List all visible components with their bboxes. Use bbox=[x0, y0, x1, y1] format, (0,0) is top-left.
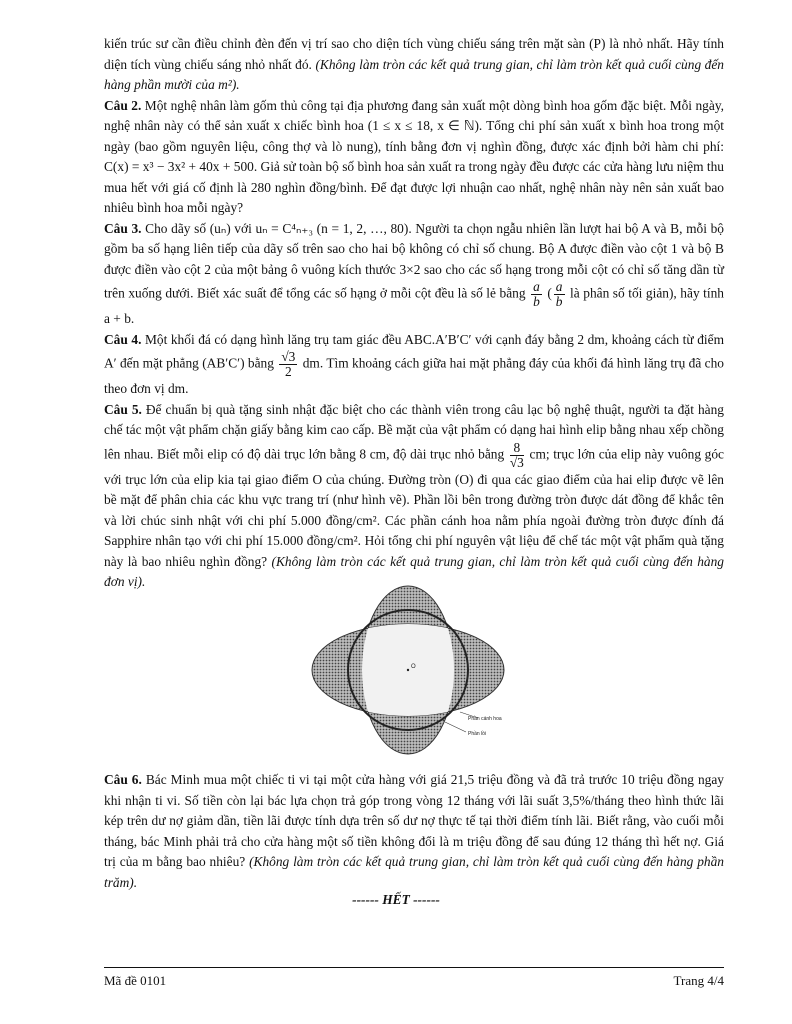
question-6-label: Câu 6. bbox=[104, 772, 142, 787]
center-point bbox=[407, 669, 409, 671]
question-2 bbox=[104, 96, 724, 219]
fraction-8-over-sqrt3: $\frac{8}{√3}$ bbox=[509, 439, 524, 470]
intro-note: (Không làm tròn các kết quả trung gian, chỉ làm tròn kết quả cuối cùng đến hàng phần mười của m²). bbox=[104, 56, 724, 92]
question-3: Câu 3. Cho dãy số (uₙ) với uₙ = C⁴ₙ₊₃ (n = 1, 2, …, 80). Người ta chọn ngẫu nhiên lần lượt hai bộ A và B, mỗi bộ gồm ba số hạng liên tiếp của dãy số trên sao cho hai bộ không có chỉ số chung. Bộ A được điền vào cột 1 và bộ B được điền vào cột 2 của một bảng ô vuông kích thước 3×2 sao cho các số hạng trong mỗi cột có chỉ số tăng dần từ trên xuống dưới. Biết xác suất để tổng các số hạng ở mỗi cột đều là số lẻ bằng $\frac{a}{b}$ ( $\frac{a}{b}$ là phân số tối giản), hãy tính a + b. bbox=[104, 220, 725, 326]
question-5-note: (Không làm tròn các kết quả trung gian, chỉ làm tròn kết quả cuối cùng đến hàng đơn vị). bbox=[104, 553, 724, 589]
end-mark: ------ HẾT ------ bbox=[352, 892, 440, 907]
page-footer bbox=[104, 967, 724, 989]
fraction-a-over-b-2: $\frac{a}{b}$ bbox=[555, 279, 563, 309]
page-body-lower bbox=[104, 770, 724, 893]
exam-code: Mã đề 0101 bbox=[104, 973, 167, 988]
question-6-note: (Không làm tròn các kết quả trung gian, chỉ làm tròn kết quả cuối cùng đến hàng phần trăm). bbox=[104, 854, 724, 890]
label-inner: Phần lồi bbox=[468, 731, 487, 737]
question-2-text: Một nghệ nhân làm gốm thủ công tại địa phương đang sản xuất một dòng bình hoa gốm đặc biệt. Mỗi ngày, nghệ nhân này có thể sản xuất x chiếc bình hoa (1 ≤ x ≤ 18, x ∈ ℕ). Tổng chi phí sản xuất x bình hoa trong một ngày (bao gồm nguyên liệu, công thợ và lò nung), tính bằng đơn vị nghìn đồng, được xác định bởi hàm chi phí: C(x) = x³ − 3x² + 40x + 500. Giả sử toàn bộ số bình hoa sản xuất ra trong ngày đều được các cửa hàng lưu niệm thu mua hết với giá cố định là 280 nghìn đồng/bình. Để đạt được lợi nhuận cao nhất, nghệ nhân này nên sản xuất bao nhiêu bình hoa mỗi ngày? bbox=[104, 97, 724, 215]
question-6 bbox=[104, 770, 724, 893]
question-4-end: dm. Tìm khoảng cách giữa hai mặt phẳng đáy của khối đá hình lăng trụ đã cho theo đơn vị dm. bbox=[104, 355, 724, 396]
paragraph-intro bbox=[104, 34, 724, 96]
question-3-label: Câu 3. bbox=[104, 220, 142, 236]
question-5-mid: cm; trục lớn của elip này vuông góc với trục lớn của elip kia tại giao điểm O của chúng. Đường tròn (O) đi qua các giao điểm của hai elip được vẽ lên bề mặt để phân chia các khu vực trang trí (như hình vẽ). Phần lồi bên trong đường tròn được dát đồng để khắc tên và lời chúc sinh nhật với chi phí 5.000 đồng/cm². Các phần cánh hoa nằm phía ngoài đường tròn được đính đá Sapphire nhân tạo với chi phí 15.000 đồng/cm². Hỏi tổng chi phí nguyên vật liệu để chế tác một vật phẩm quà tặng này là bao nhiêu nghìn đồng? bbox=[104, 446, 724, 569]
center-label: O bbox=[411, 664, 416, 670]
question-4-text: Một khối đá có dạng hình lăng trụ tam giác đều ABC.A′B′C′ với cạnh đáy bằng 2 dm, khoảng cách từ điểm A′ đến mặt phẳng (AB′C′) bằng bbox=[104, 331, 724, 371]
question-5-text: Để chuẩn bị quà tặng sinh nhật đặc biệt cho các thành viên trong câu lạc bộ nghệ thuật, người ta đặt hàng chế tác một vật phẩm chặn giấy bằng kim cao cấp. Bề mặt của vật phẩm có dạng hai hình elip bằng nhau xếp chồng lên nhau. Biết mỗi elip có độ dài trục lớn bằng 8 cm, độ dài trục nhỏ bằng bbox=[104, 401, 724, 462]
question-3-end: là phân số tối giản), hãy tính a + b. bbox=[104, 285, 725, 326]
question-2-label: Câu 2. bbox=[104, 97, 142, 113]
question-4-label: Câu 4. bbox=[104, 331, 142, 347]
ellipse-figure bbox=[310, 584, 506, 756]
page-body bbox=[104, 34, 724, 593]
question-6-text: Bác Minh mua một chiếc ti vi tại một cửa hàng với giá 21,5 triệu đồng và đã trả trước 10 triệu đồng ngay khi nhận ti vi. Số tiền còn lại bác lựa chọn trả góp trong vòng 12 tháng với lãi suất 3,5%/tháng theo hình thức lãi kép trên dư nợ giảm dần, tiền lãi được tính dựa trên số dư nợ thực tế tại thời điểm tính lãi. Biết rằng, vào cuối mỗi tháng, bác Minh phải trả cho cửa hàng một số tiền không đổi là m triệu đồng để sau đúng 12 tháng thì hết nợ. Giá trị của m bằng bao nhiêu? bbox=[104, 772, 724, 869]
page-number: Trang 4/4 bbox=[673, 973, 724, 988]
label-petal: Phần cánh hoa bbox=[468, 716, 502, 722]
question-5-label: Câu 5. bbox=[104, 401, 142, 417]
question-5 bbox=[104, 400, 724, 593]
fraction-a-over-b: $\frac{a}{b}$ bbox=[533, 279, 540, 309]
intro-text: kiến trúc sư cần điều chỉnh đèn đến vị trí sao cho diện tích vùng chiếu sáng trên mặt sàn (P) là nhỏ nhất. Hãy tính diện tích vùng chiếu sáng nhỏ nhất đó. bbox=[104, 36, 724, 72]
fraction-sqrt3-over-2: $\frac{√3}{2}$ bbox=[281, 349, 296, 379]
question-4 bbox=[104, 330, 724, 400]
question-3-text: Cho dãy số (uₙ) với uₙ = C⁴ₙ₊₃ (n = 1, 2, …, 80). Người ta chọn ngẫu nhiên lần lượt hai bộ A và B, mỗi bộ gồm ba số hạng liên tiếp của dãy số trên sao cho hai bộ không có chỉ số chung. Bộ A được điền vào cột 1 và bộ B được điền vào cột 2 của một bảng ô vuông kích thước 3×2 sao cho các số hạng trong mỗi cột có chỉ số tăng dần từ trên xuống dưới. Biết xác suất để tổng các số hạng ở mỗi cột đều là số lẻ bằng bbox=[104, 220, 724, 301]
